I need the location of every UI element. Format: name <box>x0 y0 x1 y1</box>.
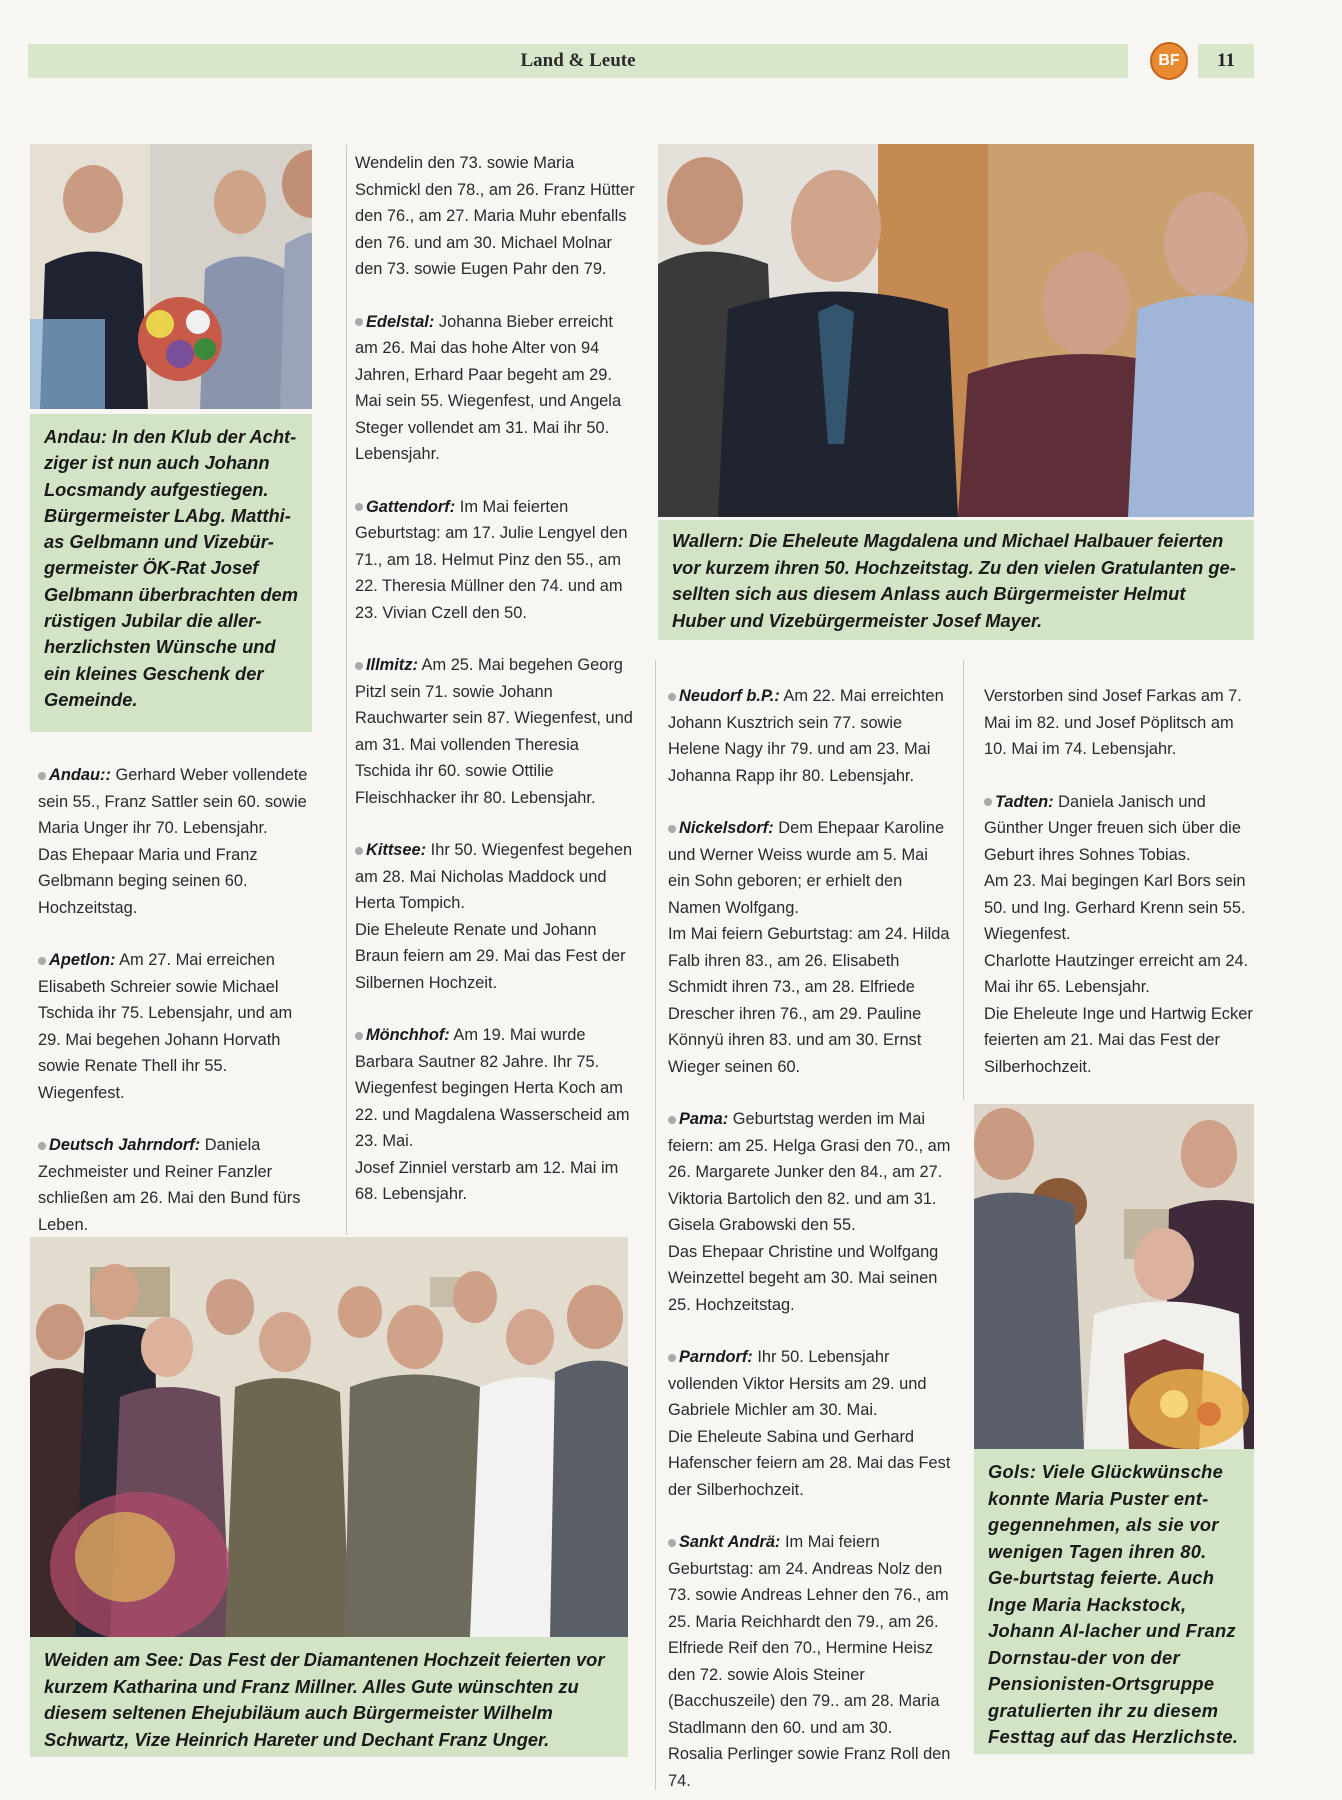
text-apetlon: Am 27. Mai erreichen Elisabeth Schreier sowie Michael Tschida ihr 75. Lebensjahr, und am 29. Mai begehen Johann Horvath sowie Renate Thell ihr 55. Wiegenfest. <box>38 951 293 1102</box>
article-nickelsdorf <box>668 815 951 1080</box>
article-tadten <box>984 789 1259 1081</box>
place-apetlon: Apetlon: <box>49 951 116 969</box>
text-verstorben: Verstorben sind Josef Farkas am 7. Mai im 82. und Josef Pöplitsch am 10. Mai im 74. Lebensjahr. <box>984 687 1242 758</box>
text-nickelsdorf-2: Im Mai feiern Geburtstag: am 24. Hilda Falb ihren 83., am 26. Elisabeth Schmidt ihren 73., am 28. Elfriede Drescher ihren 76., am 29. Pauline Könnyü ihren 83. und am 30. Ernst Wieger seinen 60. <box>668 925 950 1076</box>
text-pama: Geburtstag werden im Mai feiern: am 25. Helga Grasi den 70., am 26. Margarete Junker den 84., am 27. Viktoria Bartolich den 82. und am 31. Gisela Grabowski den 55. <box>668 1110 951 1234</box>
text-tadten-4: Die Eheleute Inge und Hartwig Ecker feierten am 21. Mai das Fest der Silberhochzeit. <box>984 1004 1253 1076</box>
andau-caption-text: Andau: In den Klub der Acht-ziger ist nun auch Johann Locsmandy aufgestiegen. Bürgermeister LAbg. Matthi-as Gelbmann und Vizebür-germeister ÖK-Rat Josef Gelbmann überbrachten dem rüstigen Jubilar die aller-herzlichsten Wünsche und ein kleines Geschenk der Gemeinde. <box>44 426 298 710</box>
place-kittsee: Kittsee: <box>366 841 427 859</box>
text-tadten: Daniela Janisch und Günther Unger freuen sich über die Geburt ihres Sohnes Tobias. <box>984 792 1241 864</box>
text-tadten-2: Am 23. Mai begingen Karl Bors sein 50. und Ing. Gerhard Krenn sein 55. Wiegenfest. <box>984 872 1246 943</box>
article-parndorf <box>668 1344 951 1503</box>
place-nickelsdorf: Nickelsdorf: <box>679 819 774 837</box>
text-gattendorf: Im Mai feierten Geburtstag: am 17. Julie Lengyel den 71., am 18. Helmut Pinz den 55., am 22. Theresia Müllner den 74. und am 23. Vivian Czell den 50. <box>355 497 628 622</box>
bullet-dot-icon <box>355 847 363 855</box>
text-pama-2: Das Ehepaar Christine und Wolfgang Weinzettel begeht am 30. Mai seinen 25. Hochzeitstag. <box>668 1242 939 1314</box>
text-neudorf: Am 22. Mai erreichten Johann Kusztrich sein 77. sowie Helene Nagy ihr 79. und am 23. Mai Johanna Rapp ihr 80. Lebensjahr. <box>668 687 944 785</box>
wallern-caption-text: Wallern: Die Eheleute Magdalena und Michael Halbauer feierten vor kurzem ihren 50. Hochzeitstag. Zu den vielen Gratulanten ge-sellten sich aus diesem Anlass auch Bürgermeister Helmut Huber und Vizebürgermeister Josef Mayer. <box>672 530 1236 631</box>
page-number-box <box>1198 44 1254 78</box>
place-sankt-andrae: Sankt Andrä: <box>679 1533 781 1551</box>
place-andau: Andau:: <box>49 766 111 784</box>
weiden-caption <box>30 1637 628 1757</box>
gols-caption-text: Gols: Viele Glückwünsche konnte Maria Puster ent-gegennehmen, als sie vor wenigen Tagen ihren 80. Ge-burtstag feierte. Auch Inge Maria Hackstock, Johann Al-lacher und Franz Dornstau-der von der Pensionisten-Ortsgruppe gratulierten ihr zu diesem Festtag auf das Herzlichste. <box>988 1461 1239 1747</box>
bullet-dot-icon <box>38 957 46 965</box>
bullet-dot-icon <box>668 693 676 701</box>
bullet-dot-icon <box>668 1116 676 1124</box>
andau-caption <box>30 414 312 732</box>
column-rule-1 <box>346 145 347 1235</box>
text-kittsee: Ihr 50. Wiegenfest begehen am 28. Mai Nicholas Maddock und Herta Tompich. <box>355 841 633 912</box>
weiden-photo-art <box>30 1237 628 1637</box>
section-title: Land & Leute <box>520 50 636 71</box>
text-parndorf-2: Die Eheleute Sabina und Gerhard Hafenscher feiern am 28. Mai das Fest der Silberhochzeit. <box>668 1427 951 1499</box>
bullet-dot-icon <box>355 662 363 670</box>
text-tadten-3: Charlotte Hautzinger erreicht am 24. Mai ihr 65. Lebensjahr. <box>984 951 1249 996</box>
bullet-dot-icon <box>355 318 363 326</box>
column-2 <box>355 150 638 1208</box>
andau-photo <box>30 144 312 409</box>
text-moenchhof-2: Josef Zinniel verstarb am 12. Mai im 68. Lebensjahr. <box>355 1158 619 1203</box>
article-andau <box>38 762 318 921</box>
wallern-caption <box>658 520 1254 640</box>
text-continued: Wendelin den 73. sowie Maria Schmickl den 78., am 26. Franz Hütter den 76., am 27. Maria Muhr ebenfalls den 76. und am 30. Michael Molnar den 73. sowie Eugen Pahr den 79. <box>355 154 635 278</box>
bullet-dot-icon <box>355 1032 363 1040</box>
bullet-dot-icon <box>38 772 46 780</box>
article-edelstal <box>355 309 638 468</box>
article-neudorf <box>668 683 951 789</box>
column-3 <box>668 683 951 1794</box>
wallern-photo <box>658 144 1254 517</box>
article-sankt-andrae <box>668 1529 951 1794</box>
andau-photo-art <box>30 144 312 409</box>
article-moenchhof <box>355 1022 638 1208</box>
place-parndorf: Parndorf: <box>679 1348 753 1366</box>
article-verstorben <box>984 683 1259 763</box>
article-gattendorf <box>355 494 638 627</box>
gols-photo <box>974 1104 1254 1449</box>
text-moenchhof: Am 19. Mai wurde Barbara Sautner 82 Jahre. Ihr 75. Wiegenfest begingen Herta Koch am 22. und Magdalena Wasserscheid am 23. Mai. <box>355 1026 630 1150</box>
column-rule-2 <box>655 660 656 1790</box>
place-gattendorf: Gattendorf: <box>366 497 456 516</box>
page-number: 11 <box>1217 50 1235 71</box>
weiden-caption-text: Weiden am See: Das Fest der Diamantenen Hochzeit feierten vor kurzem Katharina und Franz Millner. Alles Gute wünschten zu diesem seltenen Ehejubiläum auch Bürgermeister Wilhelm Schwartz, Vize Heinrich Hareter und Dechant Franz Unger. <box>44 1649 605 1750</box>
text-kittsee-2: Die Eheleute Renate und Johann Braun feiern am 29. Mai das Fest der Silbernen Hochzeit. <box>355 920 626 992</box>
place-pama: Pama: <box>679 1110 729 1128</box>
wallern-photo-art <box>658 144 1254 517</box>
column-4 <box>984 683 1259 1080</box>
place-moenchhof: Mönchhof: <box>366 1026 450 1044</box>
article-illmitz <box>355 652 638 811</box>
bullet-dot-icon <box>355 503 363 511</box>
place-edelstal: Edelstal: <box>366 312 435 331</box>
bullet-dot-icon <box>668 1539 676 1547</box>
bf-logo-icon: BF <box>1150 42 1188 80</box>
text-andau: Gerhard Weber vollendete sein 55., Franz Sattler sein 60. sowie Maria Unger ihr 70. Lebensjahr. <box>38 766 308 837</box>
bullet-dot-icon <box>38 1142 46 1150</box>
header-bar <box>28 44 1128 78</box>
gols-photo-art <box>974 1104 1254 1449</box>
text-sankt-andrae: Im Mai feiern Geburtstag: am 24. Andreas Nolz den 73. sowie Andreas Lehner den 76., am 25. Maria Reichhardt den 79., am 26. Elfriede Reif den 70., Hermine Heisz den 72. sowie Alois Steiner (Bacchuszeile) den 79.. am 28. Maria Stadlmann den 60. und am 30. Rosalia Perlinger sowie Franz Roll den 74. <box>668 1533 951 1790</box>
text-andau-2: Das Ehepaar Maria und Franz Gelbmann beging seinen 60. Hochzeitstag. <box>38 845 258 917</box>
text-illmitz: Am 25. Mai begehen Georg Pitzl sein 71. sowie Johann Rauchwarter sein 87. Wiegenfest, und am 31. Mai vollenden Theresia Tschida ihr 60. sowie Ottilie Fleischhacker ihr 80. Lebensjahr. <box>355 656 633 807</box>
article-apetlon <box>38 947 318 1106</box>
place-deutsch-jahrndorf: Deutsch Jahrndorf: <box>49 1136 201 1154</box>
bullet-dot-icon <box>984 798 992 806</box>
text-deutsch-jahrndorf: Daniela Zechmeister und Reiner Fanzler schließen am 26. Mai den Bund fürs Leben. <box>38 1136 301 1234</box>
weiden-photo <box>30 1237 628 1637</box>
article-kittsee <box>355 837 638 996</box>
place-illmitz: Illmitz: <box>366 656 418 674</box>
place-neudorf: Neudorf b.P.: <box>679 687 780 705</box>
bullet-dot-icon <box>668 1354 676 1362</box>
article-pama <box>668 1106 951 1318</box>
article-continued <box>355 150 638 283</box>
gols-caption <box>974 1449 1254 1754</box>
bullet-dot-icon <box>668 825 676 833</box>
column-1 <box>38 762 318 1291</box>
text-parndorf: Ihr 50. Lebensjahr vollenden Viktor Hersits am 29. und Gabriele Michler am 30. Mai. <box>668 1348 927 1419</box>
text-nickelsdorf: Dem Ehepaar Karoline und Werner Weiss wurde am 5. Mai ein Sohn geboren; er erhielt den Namen Wolfgang. <box>668 819 945 917</box>
place-tadten: Tadten: <box>995 792 1054 811</box>
column-rule-3 <box>963 660 964 1100</box>
text-edelstal: Johanna Bieber erreicht am 26. Mai das hohe Alter von 94 Jahren, Erhard Paar begeht am 29. Mai sein 55. Wiegenfest, und Angela Steger vollendet am 31. Mai ihr 50. Lebensjahr. <box>355 312 622 463</box>
